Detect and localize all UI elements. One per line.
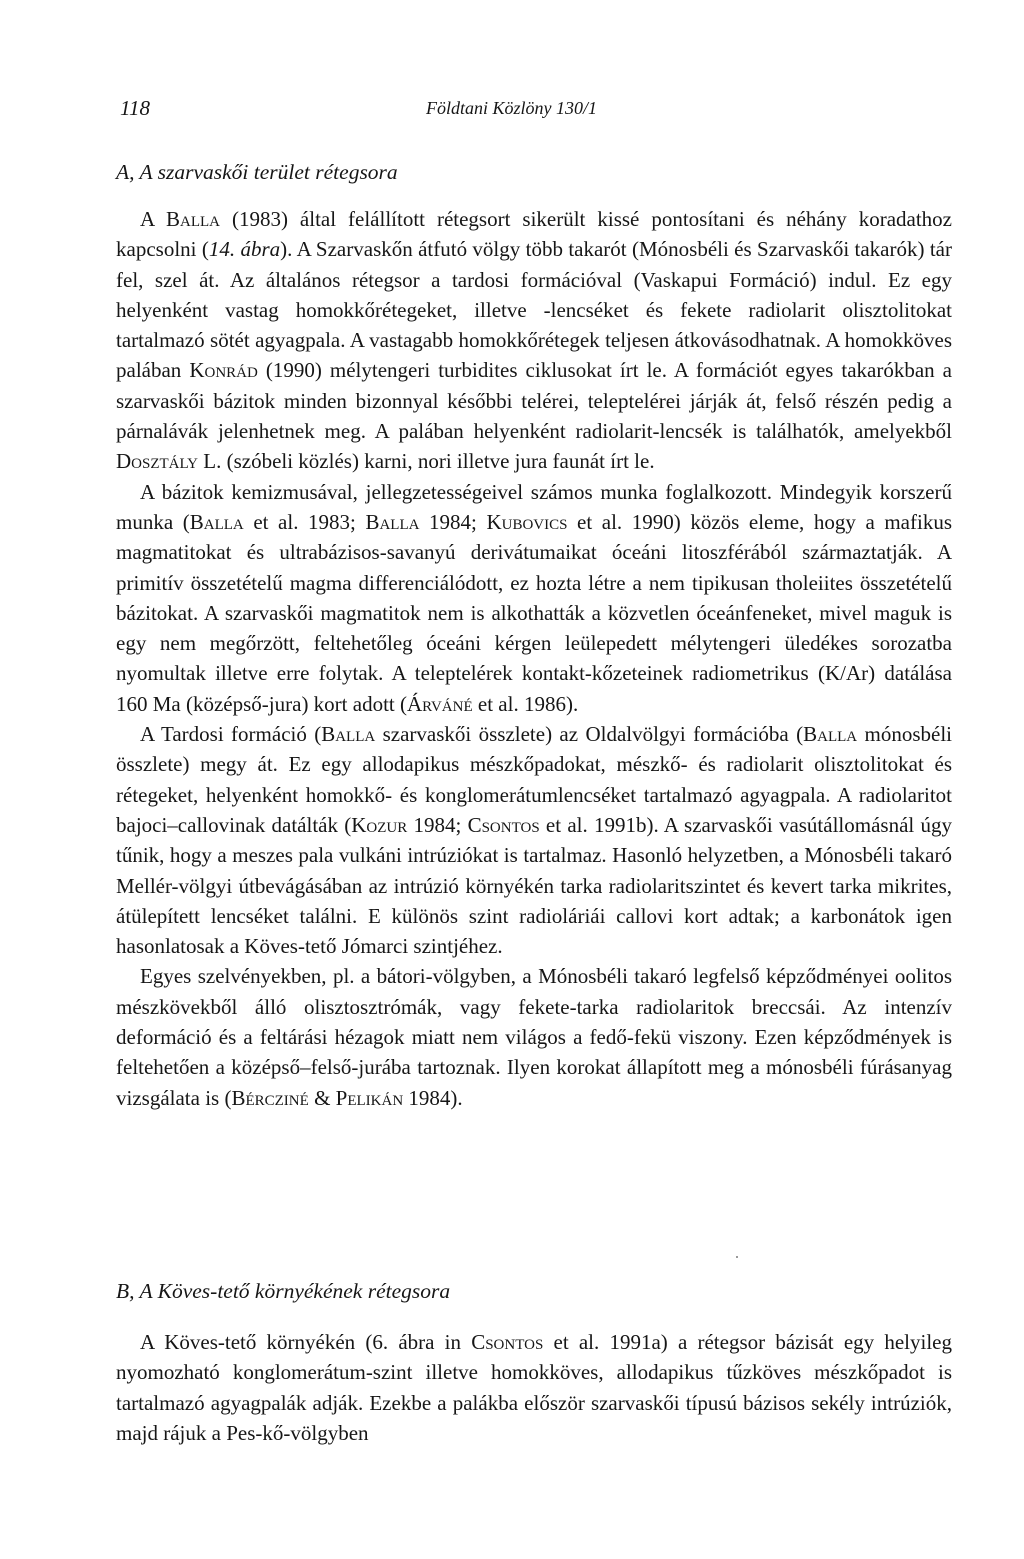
author-name: Balla [321, 722, 376, 747]
author-name: Balla [189, 509, 244, 534]
author-name: Kozur [351, 812, 408, 837]
figure-reference: 14. ábra [208, 237, 281, 262]
author-name: Dosztály [116, 449, 198, 474]
section-a-paragraph-3: A Tardosi formáció (Balla szarvaskői összlete) az Oldalvölgyi formációba (Balla mónosbéli összlete) megy át. Ez egy allodapikus mészkőpadokat, mészkő- és radiolarit olisztolitokat és rétegeket, helyenként homokkő- és konglomerátumlencséket tartalmazó agyagpala. A radiolaritot bajoci–callovinak datálták (Kozur 1984; Csontos et al. 1991b). A szarvaskői vasútállomásnál úgy tűnik, hogy a meszes pala vulkáni intrúziókat is tartalmaz. Hasonló helyzetben, a Mónosbéli takaró Mellér-völgyi útbevágásában az intrúzió környékén tarka radiolaritszintet és kevert tarka mikrites, átülepített lencséket találni. E különös szint radioláriái callovi kort adtak; a karbonátok igen hasonlatosak a Köves-tető Jómarci szintjéhez. [116, 722, 952, 959]
section-a-heading: A, A szarvaskői terület rétegsora [116, 160, 398, 184]
author-name: Pelikán [335, 1085, 404, 1110]
section-a-paragraph-2: A bázitok kemizmusával, jellegzetességeivel számos munka foglalkozott. Mindegyik korszerű munka (Balla et al. 1983; Balla 1984; Kubovics et al. 1990) közös eleme, hogy a mafikus magmatitokat és ultrabázisos-savanyú derivátumaikat óceáni litoszférából származtatják. A primitív összetételű magma differenciálódott, ez hozta létre a nem tipikusan tholeiites összetételű bázitokat. A szarvaskői magmatitok nem is alkothatták a közvetlen óceánfeneket, mivel maguk is egy nem megőrzött, feltehetőleg óceáni kérgen leülepedett mélytengeri üledékes sorozatba nyomultak illetve erre folytak. A teleptelérek kontakt-kőzeteinek radiometrikus (K/Ar) datálása 160 Ma (középső-jura) kort adott (Árváné et al. 1986). [116, 479, 952, 716]
author-name: Balla [365, 509, 420, 534]
author-name: Bércziné [231, 1085, 309, 1110]
section-a-paragraph-4: Egyes szelvényekben, pl. a bátori-völgyben, a Mónosbéli takaró legfelső képződményei oolitos mészkövekből álló olisztosztrómák, vagy fekete-tarka radiolaritok breccsái. Az intenzív deformáció és a feltárási hézagok miatt nem világos a fedő-fekü viszony. Ezen képződmények is feltehetően a középső–felső-jurába tartoznak. Ilyen korokat állapított meg a mónosbéli fúrásanyag vizsgálata is (Bércziné & Pelikán 1984). [116, 964, 952, 1110]
scan-speck [736, 1256, 738, 1258]
author-name: Árváné [407, 691, 473, 716]
page-number: 118 [120, 96, 150, 120]
section-b-heading: B, A Köves-tető környékének rétegsora [116, 1279, 451, 1303]
author-name: Konrád [189, 358, 258, 383]
section-a-body [116, 204, 952, 1113]
author-name: Csontos [471, 1330, 544, 1354]
author-name: Balla [165, 207, 220, 231]
author-name: Balla [803, 722, 858, 747]
section-b-body [116, 1327, 952, 1448]
running-head [116, 96, 952, 126]
journal-title: Földtani Közlöny 130/1 [426, 98, 597, 118]
section-a-paragraph-1: A Balla (1983) által felállított rétegsort sikerült kissé pontosítani és néhány koradathoz kapcsolni (14. ábra). A Szarvaskőn átfutó völgy több takarót (Mónosbéli és Szarvaskői takarók) tár fel, szel át. Az általános rétegsor a tardosi formációval (Vaskapui Formáció) indul. Ez egy helyenként vastag homokkőrétegeket, illetve -lencséket és fekete radiolarit olisztolitokat tartalmazó sötét agyagpala. A vastagabb homokkőrétegek teljesen átkovásodhatnak. A homokköves palában Konrád (1990) mélytengeri turbidites ciklusokat írt le. A formációt egyes takarókban a szarvaskői bázitok minden bizonnyal későbbi telérei, teleptelérei járják át, felső részén pedig a párnalávák jelenhetnek meg. A palában helyenként radiolarit-lencsék is találhatók, amelyekből Dosztály L. (szóbeli közlés) karni, nori illetve jura faunát írt le. [116, 207, 952, 474]
author-name: Kubovics [486, 509, 568, 534]
author-name: Csontos [467, 812, 540, 837]
section-b-paragraph-1: A Köves-tető környékén (6. ábra in Csontos et al. 1991a) a rétegsor bázisát egy helyileg nyomozható konglomerátum-szint illetve homokköves, allodapikus tűzköves mészkőpadot is tartalmazó agyagpalák adják. Ezekbe a palákba először szarvaskői típusú bázisos sekély intrúziók, majd rájuk a Pes-kő-völgyben [116, 1330, 952, 1445]
